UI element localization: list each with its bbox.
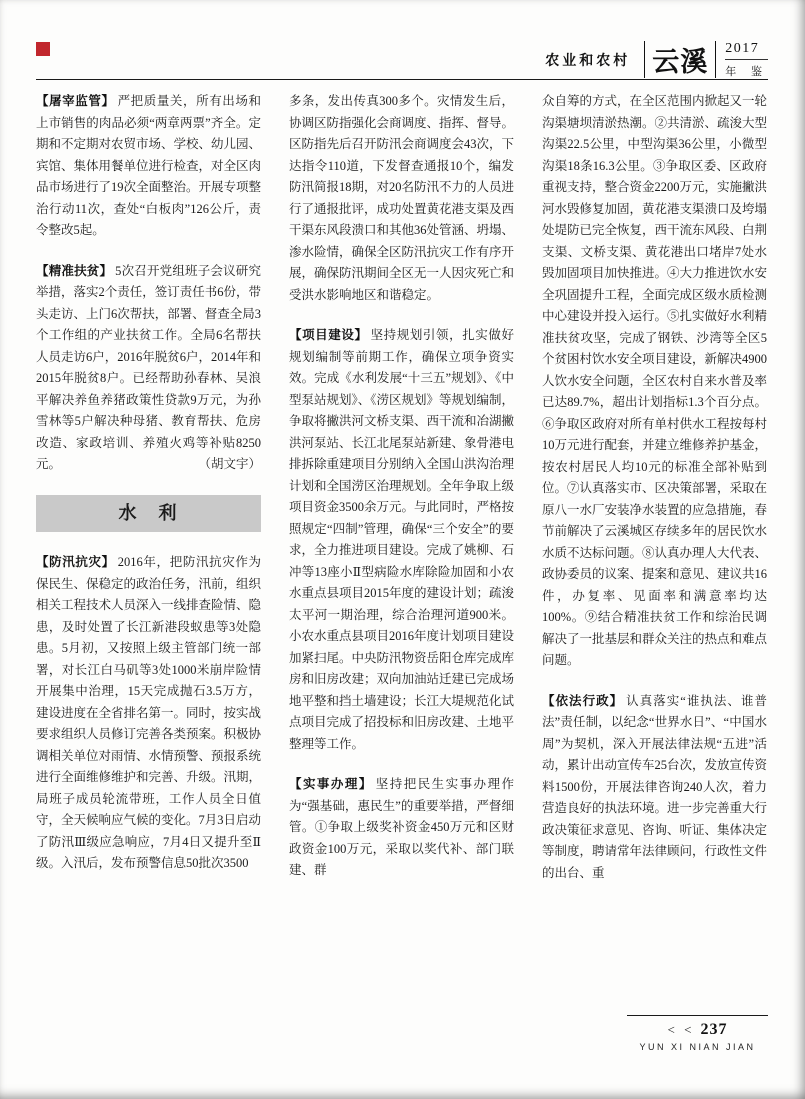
running-head: 农业和农村 <box>545 51 631 68</box>
entry-slaughter-supervision <box>36 91 261 242</box>
author-attribution: （胡文宇） <box>198 457 261 471</box>
entry-text: 坚持把民生实事办理作为“强基础，惠民生”的重要举措，严督细管。①争取上级奖补资金450万元和区财政资金100万元，采取以奖代补、部门联建、群 <box>289 777 514 877</box>
entry-flood-control <box>36 552 261 875</box>
page-footer <box>627 1015 768 1052</box>
entry-text: 严把质量关，所有出场和上市销售的肉品必须“两章两票”齐全。定期和不定期对农贸市场、学校、幼儿园、宾馆、集体用餐单位进行检查，对全区肉品市场进行了19次全面整治。开展专项整治行动11次，查处“白板肉”126公斤，责令整改5起。 <box>36 94 262 237</box>
entry-label: 【实事办理】 <box>289 777 373 791</box>
header-rule <box>36 79 768 80</box>
entry-project-construction <box>289 325 514 755</box>
column-3 <box>542 91 767 1026</box>
entry-label: 【屠宰监管】 <box>36 94 115 108</box>
year-label: 2017 <box>725 41 768 60</box>
page-header <box>545 41 768 78</box>
yearbook-logo: 云溪 <box>644 41 716 78</box>
romanized-title: YUN XI NIAN JIAN <box>639 1042 756 1052</box>
entry-text: 多条，发出传真300多个。灾情发生后，协调区防指强化会商调度、指挥、督导。区防指先后召开防汛会商调度会43次，下达指令110道，下发督查通报10个，编发防汛简报18期，对20名防汛不力的人员进行了通报批评，成功处置黄花港支渠及西干渠东风段溃口和其他36处管涵、坍塌、渗水险情，确保全区防汛抗灾工作有序开展，确保防汛期间全区无一人因灾死亡和受洪水影响地区和谐稳定。 <box>289 94 515 302</box>
entry-text: 坚持规划引领，扎实做好规划编制等前期工作，确保立项争资实效。完成《水利发展“十三五”规划》、《中型泵站规划》、《涝区规划》等规划编制，争取将撇洪河文桥支渠、西干流和冶湖撇洪河泵站、长江北尾泵站新建、象骨港电排拆除重建项目分别纳入全国山洪沟治理计划和全国涝区治理规划。全年争取上级项目资金3500余万元。与此同时，严格按照规定“四制”管理，确保“三个安全”的要求，全力推进项目建设。完成了姚柳、石冲等13座小Ⅱ型病险水库除险加固和小农水重点县项目2015年度的建设计划；疏浚太平河一期治理，综合治理河道900米。小农水重点县项目2016年度计划项目建设加紧扫尾。中央防汛物资岳阳仓库完成库房和旧房改建；双向加油站迁建已完成场地平整和挡土墙建设；长江大堤规范化试点项目完成了招投标和旧房改建、土地平整理等工作。 <box>289 328 515 751</box>
entry-text: 众自筹的方式，在全区范围内掀起又一轮沟渠塘坝清淤热潮。②共清淤、疏浚大型沟渠22.5公里，中型沟渠36公里，小微型沟渠18条16.3公里。③争取区委、区政府重视支持，整合资金2200万元，实施撇洪河水毁修复加固，黄花港支渠溃口及垮塌处堤防已完全恢复，西干流东风段、白荆支渠、文桥支渠、黄花港出口堵岸7处水毁加固项目加快推进。④大力推进饮水安全巩固提升工程，全面完成区级水质检测中心建设并投入运行。⑤扎实做好水利精准扶贫攻坚，完成了钢铁、沙湾等全区5个贫困村饮水安全项目建设，新解决4900人饮水安全问题，全区农村自来水普及率已达89.7%，超出计划指标1.3个百分点。⑥争取区政府对所有单村供水工程按每村10万元进行配套，并建立维修养护基金，按农村居民人均10元的标准全部补贴到位。⑦认真落实市、区决策部署，采取在原八一水厂安装净水装置的应急措施，春节前解决了云溪城区存续多年的居民饮水水质不达标问题。⑧认真办理人大代表、政协委员的议案、提案和意见、建议共16件，办复率、见面率和满意率均达100%。⑨结合精准扶贫工作和综治民调解决了一批基层和群众关注的热点和难点问题。 <box>542 94 767 667</box>
year-block <box>716 41 768 78</box>
entry-text: 2016年，把防汛抗灾作为保民生、保稳定的政治任务，汛前，组织相关工程技术人员深入一线排查险情、隐患，及时处置了长江新港段蚁患等3处隐患。5月初，又按照上级主管部门统一部署，对长江白马矶等3处1000米崩岸险情开展集中治理，15天完成抛石3.5万方，建设进度在全省排名第一。同时，按实战要求组织人员修订完善各类预案。积极协调相关单位对雨情、水情预警、预报系统进行全面维修维护和完善、升级。汛期，局班子成员轮流带班，工作人员全日值守，全天候响应气候的变化。7月3日启动了防汛Ⅲ级应急响应，7月4日又提升至Ⅱ级。入汛后，发布预警信息50批次3500 <box>36 555 262 870</box>
yearbook-label: 年 鉴 <box>725 65 768 78</box>
section-header-water-conservancy <box>36 495 261 533</box>
column-2 <box>289 91 514 1026</box>
entry-text: 5次召开党组班子会议研究举措，落实2个责任，签订责任书6份，带头走访、上门6次帮扶，部署、督查全局3个工作组的产业扶贫工作。全局6名帮扶人员走访6户，2016年脱贫6户，2014年和2015年脱贫8户。已经帮助孙春林、吴浪平解决养鱼养猪政策性贷款9万元，为孙雪林等5户解决种母猪、教育帮扶、危房改造、家政培训、养殖火鸡等补贴8250元。 <box>36 263 262 471</box>
entry-practical-matters <box>289 774 514 882</box>
page-number: 237 <box>700 1021 728 1038</box>
entry-label: 【项目建设】 <box>289 328 368 342</box>
entry-label: 【精准扶贫】 <box>36 263 113 278</box>
entry-label: 【依法行政】 <box>542 693 624 708</box>
entry-administration-by-law <box>542 691 767 885</box>
page-number-row <box>627 1021 768 1039</box>
entry-text: 认真落实“谁执法、谁普法”责任制，以纪念“世界水日”、“中国水周”为契机，深入开展法律法规“五进”活动，累计出动宣传车25台次，发放宣传资料1500份，开展法律咨询240人次，着力营造良好的执法环境。进一步完善重大行政决策征求意见、咨询、听证、集体决定等制度，聘请常年法律顾问，行政性文件的出台、重 <box>542 693 767 880</box>
entry-practical-matters-continued <box>542 91 767 672</box>
entry-poverty-alleviation <box>36 261 261 476</box>
entry-flood-control-continued <box>289 91 514 306</box>
chevrons-icon: < < <box>667 1022 695 1037</box>
section-marker-square <box>36 42 50 56</box>
entry-label: 【防汛抗灾】 <box>36 555 115 569</box>
text-columns <box>36 91 767 1026</box>
section-header-text: 水 利 <box>118 502 179 523</box>
column-1 <box>36 91 261 1026</box>
